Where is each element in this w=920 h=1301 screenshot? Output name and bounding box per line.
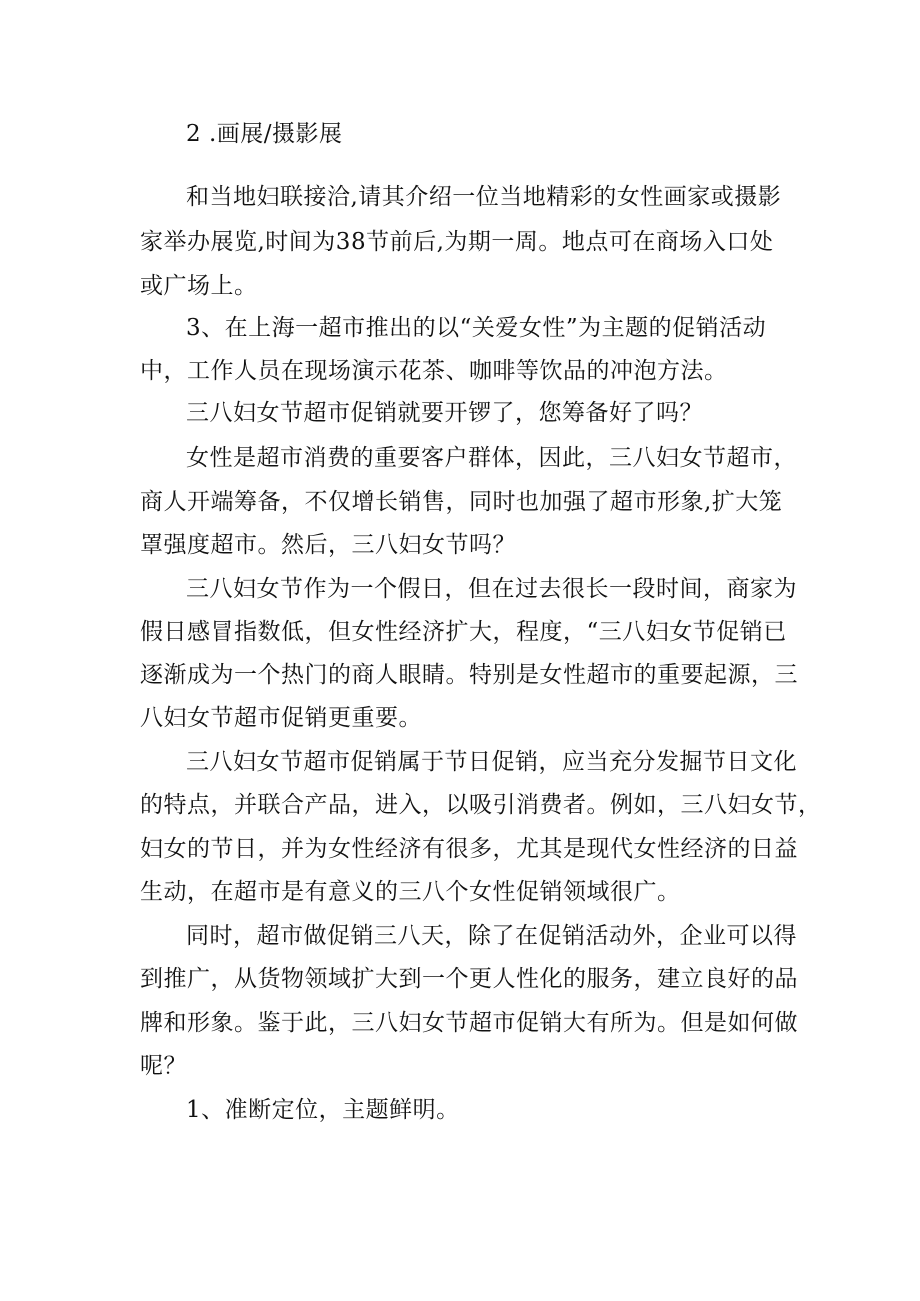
paragraph-line: 同时，超市做促销三八天，除了在促销活动外，企业可以得 — [186, 923, 797, 949]
paragraph-line: 逐渐成为一个热门的商人眼睛。特别是女性超市的重要起源，三 — [140, 662, 798, 688]
paragraph-line: 牌和形象。鉴于此，三八妇女节超市促销大有所为。但是如何做 — [140, 1010, 798, 1036]
paragraph-line: 三八妇女节超市促销属于节日促销，应当充分发掘节日文化 — [186, 749, 797, 775]
paragraph-line: 妇女的节日，并为女性经济有很多，尤其是现代女性经济的日益 — [140, 836, 798, 862]
paragraph-line: 1、准断定位，主题鲜明。 — [186, 1097, 460, 1123]
paragraph-line: 中，工作人员在现场演示花茶、咖啡等饮品的冲泡方法。 — [140, 358, 728, 384]
paragraph-line: 3、在上海一超市推出的以“关爱女性”为主题的促销活动 — [186, 315, 767, 341]
paragraph-line: 家举办展览,时间为38节前后,为期一周。地点可在商场入口处 — [140, 229, 774, 255]
paragraph-line: 八妇女节超市促销更重要。 — [140, 705, 422, 731]
paragraph-line: 假日感冒指数低，但女性经济扩大，程度，“三八妇女节促销已 — [140, 619, 787, 645]
paragraph-line: 呢？ — [140, 1053, 187, 1079]
paragraph-line: 生动，在超市是有意义的三八个女性促销领域很广。 — [140, 879, 681, 905]
paragraph-line: 商人开端筹备，不仅增长销售，同时也加强了超市形象,扩大笼 — [140, 489, 783, 515]
paragraph-line: 和当地妇联接洽,请其介绍一位当地精彩的女性画家或摄影 — [186, 184, 782, 210]
paragraph-line: 三八妇女节作为一个假日，但在过去很长一段时间，商家为 — [186, 576, 797, 602]
paragraph-line: 的特点，并联合产品，进入，以吸引消费者。例如，三八妇女节， — [140, 792, 822, 818]
paragraph-line: 三八妇女节超市促销就要开锣了，您筹备好了吗？ — [186, 400, 703, 426]
paragraph-line: 或广场上。 — [140, 273, 258, 299]
paragraph-line: 罩强度超市。然后，三八妇女节吗？ — [140, 532, 516, 558]
paragraph-line: 女性是超市消费的重要客户群体，因此，三八妇女节超市， — [186, 445, 797, 471]
paragraph-line: 到推广，从货物领域扩大到一个更人性化的服务，建立良好的品 — [140, 966, 798, 992]
section-heading: 2 .画展/摄影展 — [186, 121, 343, 147]
